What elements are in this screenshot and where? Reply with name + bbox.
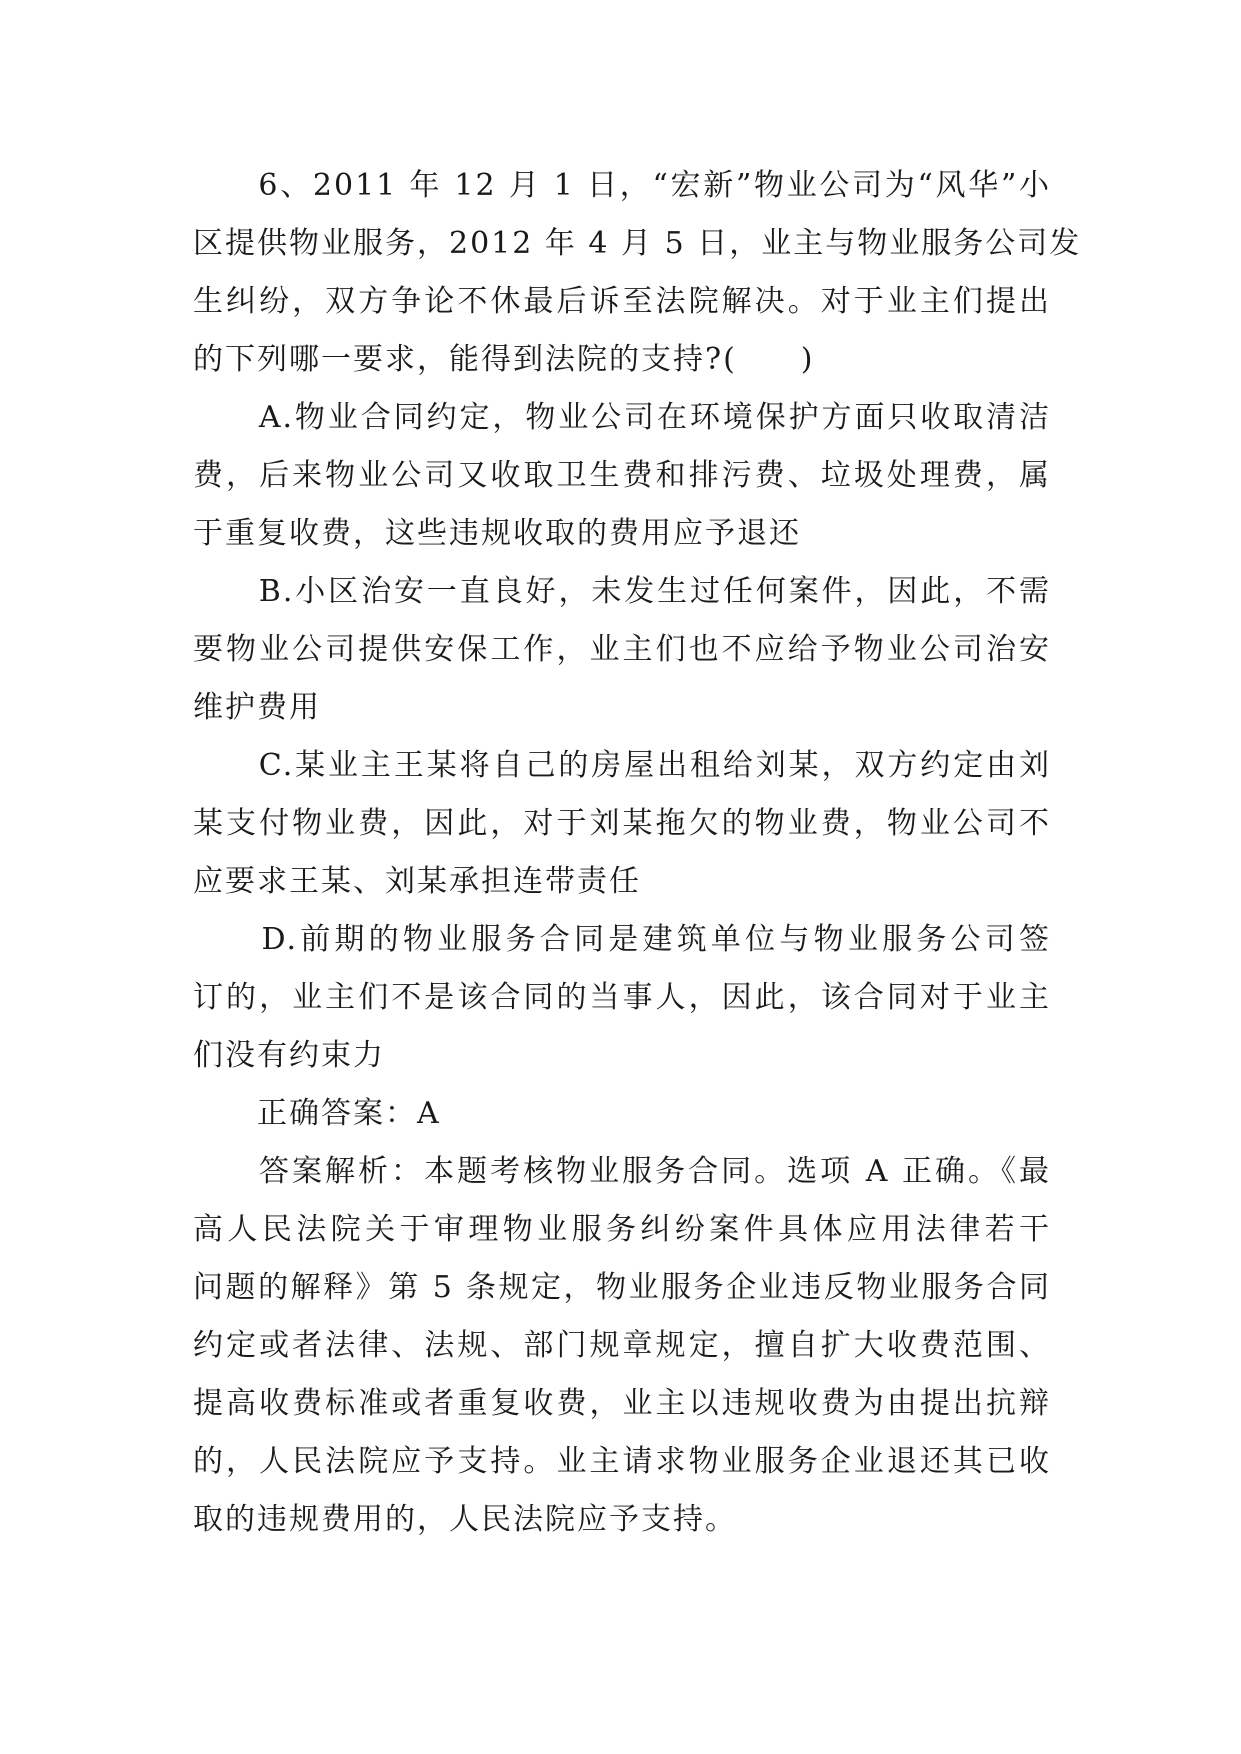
option-line: 于重复收费，这些违规收取的费用应予退还 (193, 516, 801, 551)
analysis-line: 问题的解释》第 5 条规定，物业服务企业违反物业服务合同 (193, 1270, 1051, 1305)
answer-line: 正确答案：A (193, 1096, 441, 1131)
option-c (193, 737, 1051, 911)
option-line: C.某业主王某将自己的房屋出租给刘某，双方约定由刘 (193, 748, 1051, 783)
analysis-line: 高人民法院关于审理物业服务纠纷案件具体应用法律若干 (193, 1212, 1051, 1247)
option-line: 某支付物业费，因此，对于刘某拖欠的物业费，物业公司不 (193, 806, 1051, 841)
option-a (193, 389, 1051, 563)
analysis-paragraph (193, 1143, 1051, 1549)
question-line: 生纠纷，双方争论不休最后诉至法院解决。对于业主们提出 (193, 284, 1051, 319)
question-line: 区提供物业服务，2012 年 4 月 5 日，业主与物业服务公司发 (193, 226, 1082, 261)
option-d (193, 911, 1051, 1085)
option-line: 费，后来物业公司又收取卫生费和排污费、垃圾处理费，属 (193, 458, 1051, 493)
option-line: D.前期的物业服务合同是建筑单位与物业服务公司签 (193, 922, 1051, 957)
option-line: B.小区治安一直良好，未发生过任何案件，因此，不需 (193, 574, 1051, 609)
analysis-line: 取的违规费用的，人民法院应予支持。 (193, 1502, 737, 1537)
option-line: 们没有约束力 (193, 1038, 385, 1073)
option-b (193, 563, 1051, 737)
option-line: 维护费用 (193, 690, 321, 725)
option-line: 订的，业主们不是该合同的当事人，因此，该合同对于业主 (193, 980, 1051, 1015)
question-line: 6、2011 年 12 月 1 日，“宏新”物业公司为“风华”小 (193, 168, 1051, 203)
option-line: A.物业合同约定，物业公司在环境保护方面只收取清洁 (193, 400, 1051, 435)
analysis-line: 的，人民法院应予支持。业主请求物业服务企业退还其已收 (193, 1444, 1051, 1479)
analysis-line: 答案解析：本题考核物业服务合同。选项 A 正确。《最 (193, 1154, 1051, 1189)
analysis-line: 约定或者法律、法规、部门规章规定，擅自扩大收费范围、 (193, 1328, 1051, 1363)
option-line: 应要求王某、刘某承担连带责任 (193, 864, 641, 899)
question-paragraph (193, 157, 1082, 389)
analysis-line: 提高收费标准或者重复收费，业主以违规收费为由提出抗辩 (193, 1386, 1051, 1421)
option-line: 要物业公司提供安保工作，业主们也不应给予物业公司治安 (193, 632, 1051, 667)
question-line: 的下列哪一要求，能得到法院的支持?( ) (193, 342, 815, 377)
document-body (193, 157, 1082, 1549)
answer-paragraph (193, 1085, 1051, 1143)
